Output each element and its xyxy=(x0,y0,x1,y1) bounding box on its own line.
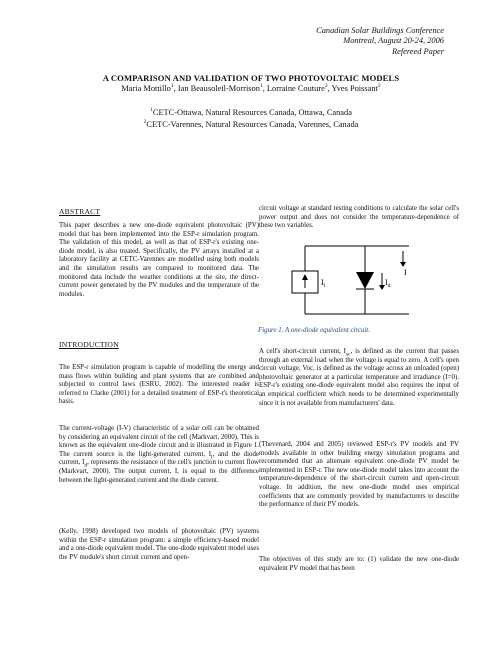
abstract-text: This paper describes a new one-diode equivalent photovoltaic (PV) model that has been implemented into the ESP-r simulation program. The validation of this model, as well as that of ESP-r's existing one-diode model, is also treated. Specifically, the PV arrays installed at a laboratory facility at CETC-Varennes are modelled using both models and the simulation results are compared to monitored data. The monitored data include the weather conditions at the site, the direct-current power generated by the PV modules and the temperature of the modules. xyxy=(59,222,259,298)
right-paragraph-2 xyxy=(259,348,459,408)
diode-symbol xyxy=(356,272,374,289)
affiliation-marker: 1 xyxy=(170,83,174,90)
affiliation-2 xyxy=(0,120,502,129)
affiliation-marker: 1 xyxy=(259,83,263,90)
subscript: l xyxy=(211,454,213,461)
right-paragraph-2-text: A cell's short-circuit current, I xyxy=(259,348,346,355)
right-paragraph-4: The objectives of this study are to: (1) validate the new one-diode equivalent PV model that has been xyxy=(259,556,459,572)
conference-date: Montreal, August 20-24, 2006 xyxy=(343,36,444,46)
figure-caption: Figure 1. A one-diode equivalent circuit. xyxy=(258,327,370,334)
affiliation-text: CETC-Ottawa, Natural Resources Canada, Ottawa, Canada xyxy=(152,108,352,117)
author-name: , Lorraine Couture xyxy=(262,84,325,93)
light-current-symbol: I xyxy=(321,278,324,287)
right-paragraph-2-text: , is defined as the current that passes through an external load when the voltage is equal to zero. A cell's open circuit voltage, Voc, is defined as the voltage across an unloaded (open) photovoltaic generator at a particular temperature and irradiance (I=0). ESP-r's existing one-diode equivalent model also requires the input of an empirical coefficient which needs to be determined experimentally since it is not available from manufacturers' data. xyxy=(259,348,459,407)
diode-current-label xyxy=(385,278,391,289)
affiliation-marker: 2 xyxy=(324,83,328,90)
diode-current-symbol: I xyxy=(385,278,388,287)
right-paragraph-1: circuit voltage at standard testing conditions to calculate the solar cell's power output and does not consider the temperature-dependence of these two variables. xyxy=(259,205,459,230)
affiliation-marker: 2 xyxy=(143,119,147,126)
light-current-label xyxy=(321,278,326,289)
author-name: Maria Mottillo xyxy=(121,84,171,93)
light-current-subscript: l xyxy=(323,283,326,289)
intro-paragraph-2-text: The current-voltage (I-V) characteristic of a solar cell can be obtained by considering an equivalent circuit of the cell (Markvart, 2000). This is known as the equivalent one-diode circuit and is illustrated in Figure 1. The current source is the light-generated current, I xyxy=(59,425,259,458)
introduction-heading: INTRODUCTION xyxy=(59,340,119,349)
abstract-heading: ABSTRACT xyxy=(59,207,101,216)
diode-current-subscript: d xyxy=(387,283,391,289)
affiliation-marker: 1 xyxy=(150,107,153,114)
right-paragraph-3: (Thevenard, 2004 and 2005) reviewed ESP-r's PV models and PV models available in other building energy simulation programs and recommended that an alternate equivalent one-diode PV model be implemented in ESP-r. The new one-diode model takes into account the temperature-dependence of the short-circuit current and open-circuit voltage. In addition, the new one-diode model uses empirical coefficients that are commonly provided by manufacturers to describe the performance of their PV models. xyxy=(259,441,459,509)
one-diode-circuit-figure xyxy=(285,242,425,324)
intro-paragraph-2-text: , and the diode current, I xyxy=(59,450,259,467)
author-name: , Yves Poissant xyxy=(327,84,378,93)
author-list xyxy=(0,84,502,93)
author-name: , Ian Beausoleil-Morrison xyxy=(173,84,260,93)
output-current-label: I xyxy=(404,268,407,277)
subscript: sc xyxy=(345,351,351,358)
intro-paragraph-2-text: , represents the resistance of the cell's junction to current flow (Markvart, 2000). The output current, I, is equal to the difference between the light-generated current and the diode current. xyxy=(59,459,259,484)
subscript: d xyxy=(84,462,88,469)
conference-name: Canadian Solar Buildings Conference xyxy=(316,26,444,35)
output-current-arrow-head xyxy=(400,262,406,267)
intro-paragraph-2 xyxy=(59,425,259,485)
affiliation-marker: 2 xyxy=(377,83,381,90)
intro-paragraph-1: The ESP-r simulation program is capable of modelling the energy and mass flows within building and plant systems that are combined and subjected to control laws (ESRU, 2002). The interested reader is referred to Clarke (2001) for a detailed treatment of ESP-r's theoretical basis. xyxy=(59,364,259,406)
affiliation-1 xyxy=(0,108,502,117)
affiliation-text: CETC-Varennes, Natural Resources Canada, Varennes, Canada xyxy=(146,120,359,129)
paper-title: A COMPARISON AND VALIDATION OF TWO PHOTOVOLTAIC MODELS xyxy=(102,73,400,83)
conference-header xyxy=(184,26,444,57)
paper-type: Refereed Paper xyxy=(391,46,444,56)
intro-paragraph-3: (Kelly, 1998) developed two models of photovoltaic (PV) systems within the ESP-r simulation program: a simple efficiency-based model and a one-diode equivalent model. The one-diode equivalent model uses the PV module's short circuit current and open- xyxy=(59,528,259,561)
